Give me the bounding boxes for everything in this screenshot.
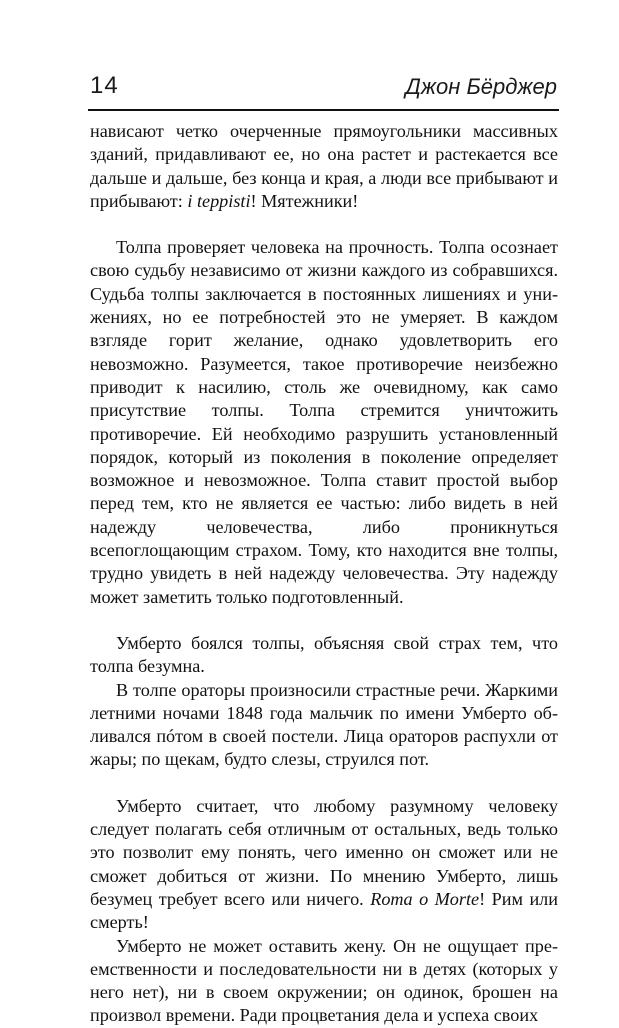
paragraph-6: Умберто не может оставить жену. Он не ощущает преемственности и последовательности ни в детях (которых у него нет), ни в своем окружении; он одинок, брошен на произвол времени. Ради процветания дела и успеха своих [90,935,558,1026]
paragraph-5-italic: Roma o Morte [370,888,480,909]
paragraph-2: Толпа проверяет человека на прочность. Толпа осознает свою судьбу независимо от жизни каждого из собравшихся. Судьба толпы заключается в постоянных лишениях и унижениях, но ее потребностей это не умеряет. В каждом взгляде горит желание, однако удовлетворить его невозможно. Разумеется, такое противоречие неизбежно приводит к насилию, столь же очевидному, как само присутствие толпы. Толпа стремится уничтожить противоречие. Ей необходимо разрушить установленный порядок, который из поколения в поколение определяет возможное и невозможное. Толпа ставит простой выбор перед тем, кто не является ее частью: либо видеть в ней надежду человечества, либо проникнуться всепоглощающим страхом. Тому, кто находится вне толпы, трудно увидеть в ней надежду человечества. Эту надежду может заметить только подготовленный. [90,237,558,607]
paragraph-1 [90,120,558,213]
page-number: 14 [90,72,119,99]
paragraph-4: В толпе ораторы произносили страстные речи. Жаркими летними ночами 1848 года мальчик по имени Умберто обливался пóтом в своей постели. Лица ораторов распухли от жары; по щекам, будто слезы, струился пот. [90,679,558,770]
paragraph-5 [90,795,558,935]
paragraph-1-text: нависают четко очерченные прямоугольники массивных зданий, придавливают ее, но она растет и растекается все дальше и дальше, без конца и края, а люди все прибывают и прибывают: [90,121,558,211]
header-rule [88,109,559,111]
paragraph-1-italic: i teppisti [187,190,251,211]
paragraph-1-text-end: ! Мятежники! [250,190,359,211]
body-text [90,120,558,1028]
paragraph-5-text: Умберто считает, что любому разумному человеку следует полагать себя отличным от остальных, ведь только это позволит ему понять, чего именно он сможет или не сможет добиться от жизни. По мнению Умберто, лишь безумец требует всего или ничего. [90,795,558,909]
paragraph-5-text-end: ! Рим или смерть! [90,888,558,933]
running-title: Джон Бёрджер [405,74,557,99]
paragraph-3: Умберто боялся толпы, объясняя свой страх тем, что толпа безумна. [90,632,558,677]
